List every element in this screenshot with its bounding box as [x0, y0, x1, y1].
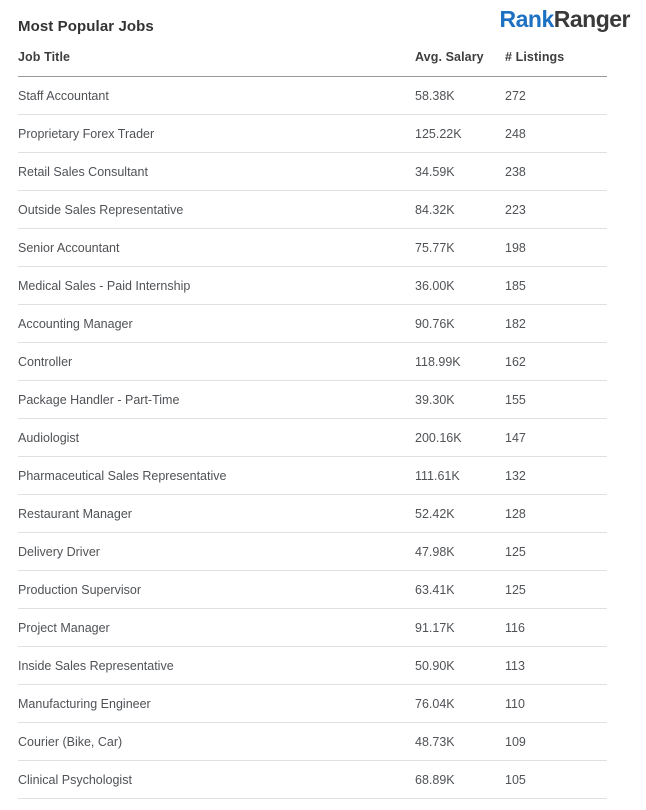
table-row: [18, 495, 607, 533]
listings-cell: 223: [505, 202, 526, 217]
job-title-cell: Delivery Driver: [18, 544, 100, 559]
avg-salary-cell: 90.76K: [415, 316, 455, 331]
listings-cell: 162: [505, 354, 526, 369]
table-row: [18, 647, 607, 685]
avg-salary-cell: 68.89K: [415, 772, 455, 787]
table-row: [18, 533, 607, 571]
avg-salary-cell: 58.38K: [415, 88, 455, 103]
column-header-listings: # Listings: [505, 49, 565, 64]
avg-salary-cell: 63.41K: [415, 582, 455, 597]
logo-part-rank: Rank: [499, 6, 554, 32]
avg-salary-cell: 111.61K: [415, 468, 460, 483]
table-row: [18, 191, 607, 229]
table-row: [18, 115, 607, 153]
page-title: Most Popular Jobs: [18, 18, 154, 35]
avg-salary-cell: 91.17K: [415, 620, 455, 635]
avg-salary-cell: 50.90K: [415, 658, 455, 673]
listings-cell: 128: [505, 506, 526, 521]
job-title-cell: Inside Sales Representative: [18, 658, 174, 673]
job-title-cell: Staff Accountant: [18, 88, 109, 103]
logo-part-ranger: Ranger: [553, 6, 630, 32]
job-title-cell: Accounting Manager: [18, 316, 133, 331]
table-row: [18, 723, 607, 761]
column-header-avg-salary: Avg. Salary: [415, 49, 484, 64]
job-title-cell: Pharmaceutical Sales Representative: [18, 468, 227, 483]
job-title-cell: Audiologist: [18, 430, 80, 445]
table-row: [18, 153, 607, 191]
avg-salary-cell: 118.99K: [415, 354, 461, 369]
listings-cell: 125: [505, 582, 526, 597]
job-title-cell: Project Manager: [18, 620, 110, 635]
avg-salary-cell: 48.73K: [415, 734, 455, 749]
job-title-cell: Medical Sales - Paid Internship: [18, 278, 191, 293]
job-title-cell: Restaurant Manager: [18, 506, 132, 521]
job-title-cell: Production Supervisor: [18, 582, 141, 597]
listings-cell: 110: [505, 696, 525, 711]
job-title-cell: Clinical Psychologist: [18, 772, 132, 787]
listings-cell: 272: [505, 88, 526, 103]
listings-cell: 238: [505, 164, 526, 179]
table-row: [18, 419, 607, 457]
job-title-cell: Manufacturing Engineer: [18, 696, 151, 711]
table-row: [18, 77, 607, 115]
column-header-job-title: Job Title: [18, 49, 71, 64]
avg-salary-cell: 39.30K: [415, 392, 455, 407]
table-row: [18, 457, 607, 495]
avg-salary-cell: 125.22K: [415, 126, 462, 141]
job-title-cell: Retail Sales Consultant: [18, 164, 148, 179]
listings-cell: 125: [505, 544, 526, 559]
rankranger-logo[interactable]: [500, 8, 631, 31]
table-row: [18, 571, 607, 609]
table-row: [18, 381, 607, 419]
table-row: [18, 343, 607, 381]
listings-cell: 113: [505, 658, 525, 673]
job-title-cell: Senior Accountant: [18, 240, 120, 255]
popular-jobs-table: [18, 37, 607, 799]
listings-cell: 155: [505, 392, 526, 407]
listings-cell: 185: [505, 278, 526, 293]
job-title-cell: Controller: [18, 354, 73, 369]
table-row: [18, 305, 607, 343]
report-header: [0, 0, 646, 37]
avg-salary-cell: 84.32K: [415, 202, 455, 217]
listings-cell: 116: [505, 620, 525, 635]
avg-salary-cell: 47.98K: [415, 544, 455, 559]
listings-cell: 109: [505, 734, 526, 749]
avg-salary-cell: 34.59K: [415, 164, 455, 179]
job-title-cell: Courier (Bike, Car): [18, 734, 123, 749]
listings-cell: 147: [505, 430, 526, 445]
avg-salary-cell: 36.00K: [415, 278, 455, 293]
job-title-cell: Package Handler - Part-Time: [18, 392, 180, 407]
table-row: [18, 609, 607, 647]
avg-salary-cell: 52.42K: [415, 506, 455, 521]
job-title-cell: Outside Sales Representative: [18, 202, 184, 217]
job-title-cell: Proprietary Forex Trader: [18, 126, 155, 141]
listings-cell: 182: [505, 316, 526, 331]
table-header-row: [18, 37, 607, 77]
table-body: [18, 77, 607, 799]
table-row: [18, 761, 607, 799]
avg-salary-cell: 200.16K: [415, 430, 462, 445]
listings-cell: 198: [505, 240, 526, 255]
table-row: [18, 267, 607, 305]
table-row: [18, 229, 607, 267]
table-row: [18, 685, 607, 723]
avg-salary-cell: 76.04K: [415, 696, 455, 711]
avg-salary-cell: 75.77K: [415, 240, 455, 255]
listings-cell: 248: [505, 126, 526, 141]
listings-cell: 105: [505, 772, 526, 787]
listings-cell: 132: [505, 468, 526, 483]
